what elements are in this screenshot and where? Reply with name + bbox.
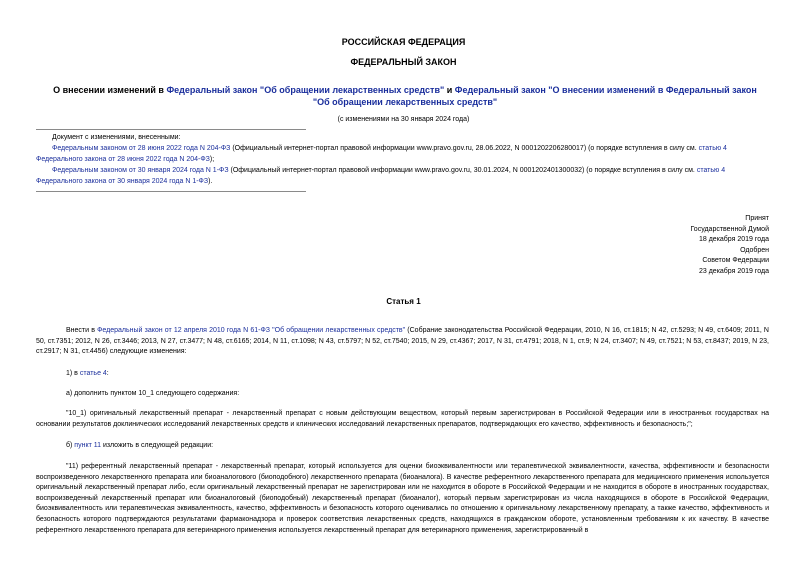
item-b (66, 441, 213, 452)
revision-subtitle: (с изменениями на 30 января 2024 года) (337, 116, 470, 123)
item-1-suffix: : (106, 370, 109, 377)
adoption-line: 23 декабря 2019 года (698, 267, 769, 275)
adoption-line: Одобрен (740, 246, 769, 254)
law-title (50, 84, 760, 108)
adoption-line: Государственной Думой (690, 225, 769, 233)
change-note-text: (Официальный интернет-портал правовой информации www.pravo.gov.ru, 30.01.2024, N 0001202401300032) (о порядке вступления в силу см. (228, 167, 697, 174)
item-1 (66, 369, 109, 380)
change-note-text: (Официальный интернет-портал правовой информации www.pravo.gov.ru, 28.06.2022, N 0001202206280017) (о порядке вступления в силу см. (230, 145, 699, 152)
item-1-prefix: 1) в (66, 370, 80, 377)
article-intro-prefix: Внести в (66, 327, 98, 334)
adoption-line: Принят (745, 215, 769, 222)
change-note-link-204fz[interactable]: Федеральным законом от 28 июня 2022 года N 204-ФЗ (52, 145, 231, 152)
adoption-line: Советом Федерации (702, 257, 769, 265)
change-note-tail: ); (209, 155, 215, 163)
quote-11: "11) референтный лекарственный препарат - лекарственный препарат, который используется для оценки биоэквивалентности или терапевтической эквивалентности, качества, эффективности и безопасности воспроизведенного лекарственного препарата или биоаналогового (биоподобного) лекарственного препарата (биоаналога). В качестве референтного лекарственного препарата для медицинского применения используется оригинальный лекарственный препарат либо, если оригинальный лекарственный препарат не зарегистрирован или не находится в обороте в Российской Федерации и не находится в обороте в иностранных государствах, воспроизведенный лекарственный препарат или биоаналоговый (биоподобный) лекарственный препарат (биоаналог), который первым зарегистрирован из числа находящихся в обороте в Российской Федерации, биоэквивалентность или терапевтическая эквивалентность, качество, эффективность и безопасность которого оценивались по отношению к оригинальному лекарственному препарату, а также качество, эффективность и безопасность которого подтверждаются результатами фармаконадзора и проверок соответствия лекарственных средств, находящихся в гражданском обороте, установленным требованиям к их качеству. В качестве референтного лекарственного препарата для ветеринарного применения используется лекарственный препарат для ветеринарного применения, зарегистрированный в (36, 463, 769, 534)
change-note-article-link-1fz[interactable]: статью 4 Федерального закона от 30 января 2024 года N 1-ФЗ (36, 167, 726, 185)
adoption-block (690, 214, 769, 278)
article-intro (36, 326, 769, 358)
title-middle: и (444, 85, 455, 95)
top-divider (36, 129, 306, 130)
bottom-divider (36, 191, 306, 192)
change-note-article-link-204fz[interactable]: статью 4 Федерального закона от 28 июня 2022 года N 204-ФЗ (36, 145, 727, 163)
adoption-line: 18 декабря 2019 года (698, 236, 769, 244)
item-b-point-11-link[interactable]: пункт 11 (74, 442, 102, 449)
change-note-item (36, 144, 769, 165)
document-type-heading: ФЕДЕРАЛЬНЫЙ ЗАКОН (350, 57, 457, 67)
article-heading: Статья 1 (386, 297, 421, 306)
item-b-prefix: б) (66, 442, 75, 449)
quote-10-1: "10_1) оригинальный лекарственный препарат - лекарственный препарат с новым действующим веществом, который первым зарегистрирован в Российской Федерации или в иностранных государствах на основании результатов доклинических исследований лекарственных средств и клинических исследований лекарственных препаратов, подтверждающих его качество, эффективность и безопасность;"; (36, 410, 769, 428)
title-link-law-61fz[interactable]: Федеральный закон "Об обращении лекарственных средств" (166, 85, 445, 95)
item-b-suffix: изложить в следующей редакции: (101, 442, 214, 449)
item-a: а) дополнить пунктом 10_1 следующего содержания: (66, 390, 240, 397)
change-note-item (36, 166, 769, 187)
article-intro-law-link[interactable]: Федеральный закон от 12 апреля 2010 года N 61-ФЗ "Об обращении лекарственных средств" (97, 327, 406, 334)
title-prefix: О внесении изменений в (53, 85, 167, 95)
change-note-link-1fz[interactable]: Федеральным законом от 30 января 2024 года N 1-ФЗ (52, 167, 229, 174)
changes-intro: Документ с изменениями, внесенными: (52, 134, 181, 141)
article-intro-text: (Собрание законодательства Российской Федерации, 2010, N 16, ст.1815; N 42, ст.5293; N 49, ст.6409; 2011, N 50, ст.7351; 2012, N 26, ст.3446; 2013, N 27, ст.3477; N 48, ст.6165; 2014, N 11, ст.1098; N 43, ст.5797; N 52, ст.7540; 2015, N 29, ст.4367; 2017, N 31, ст.4791; 2018, N 1, ст.9; N 24, ст.3407; N 49, ст.7521; N 53, ст.8437; 2019, N 23, ст.2917; N 31, ст.4456) следующие изменения: (36, 327, 769, 356)
country-heading: РОССИЙСКАЯ ФЕДЕРАЦИЯ (341, 37, 466, 47)
change-note-tail: ). (208, 177, 213, 185)
item-1-article-4-link[interactable]: статье 4 (79, 370, 107, 377)
title-link-amending-law[interactable]: Федеральный закон "О внесении изменений в Федеральный закон "Об обращении лекарственных средств" (312, 85, 757, 107)
